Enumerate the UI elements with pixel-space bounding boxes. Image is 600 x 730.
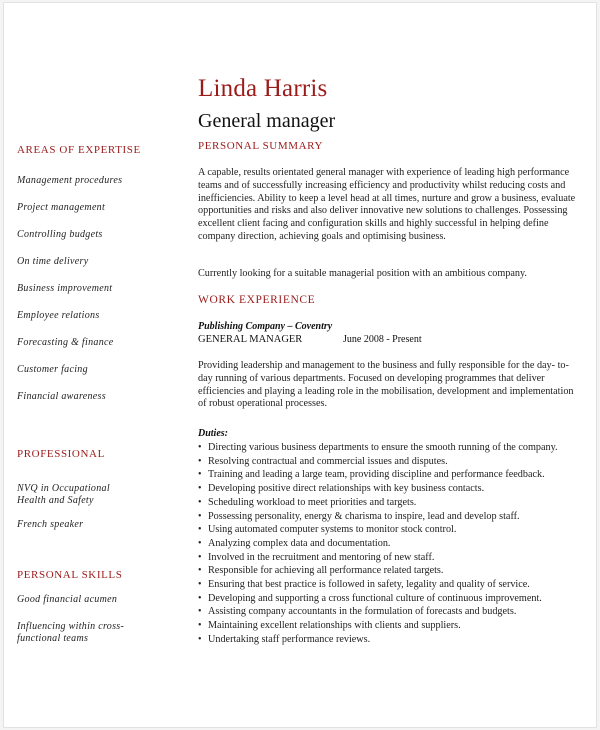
skills-list [17, 594, 137, 645]
candidate-name: Linda Harris [198, 75, 328, 102]
duty-item: • Training and leading a large team, providing discipline and performance feedback. [198, 468, 588, 482]
skill-item: Influencing within cross-functional teams [17, 621, 125, 644]
duty-item: • Possessing personality, energy & charisma to inspire, lead and develop staff. [198, 510, 588, 524]
summary-text: A capable, results orientated general manager with experience of leading high performance teams and of successfully increasing efficiency and productivity whilst reducing costs and inefficiencies. Ability to keep a level head at all times, nurture and grow a business, evaluate opportunities and risks and also deliver innovative new solutions to challenges. Possessing excellent client facing and configuration skills and highly successful in helping define company direction, achieving goals and optimising business. [198, 167, 576, 242]
expertise-item: Project management [17, 202, 106, 213]
duty-item: • Assisting company accountants in the formulation of forecasts and budgets. [198, 605, 588, 619]
summary-current: Currently looking for a suitable managerial position with an ambitious company. [198, 268, 527, 279]
duty-item: • Undertaking staff performance reviews. [198, 633, 588, 647]
duty-item: • Developing positive direct relationships with key business contacts. [198, 482, 588, 496]
duty-item: • Involved in the recruitment and mentoring of new staff. [198, 551, 588, 565]
duties-list [198, 441, 588, 647]
expertise-item: Employee relations [17, 310, 100, 321]
summary-heading: PERSONAL SUMMARY [198, 140, 324, 152]
professional-heading: PROFESSIONAL [17, 448, 105, 460]
expertise-item: Management procedures [17, 175, 123, 186]
experience-heading: WORK EXPERIENCE [198, 294, 316, 306]
duties-label: Duties: [198, 428, 228, 439]
expertise-list [17, 175, 122, 418]
duty-item: • Ensuring that best practice is followed in safety, legality and quality of service. [198, 578, 588, 592]
professional-item: French speaker [17, 519, 84, 530]
role-line [198, 334, 422, 345]
skill-item: Good financial acumen [17, 594, 118, 605]
duty-item: • Maintaining excellent relationships with clients and suppliers. [198, 619, 588, 633]
duty-item: • Analyzing complex data and documentation. [198, 537, 588, 551]
candidate-title: General manager [198, 110, 336, 132]
expertise-item: Forecasting & finance [17, 337, 114, 348]
professional-list [17, 483, 137, 531]
skills-heading: PERSONAL SKILLS [17, 569, 123, 581]
duty-item: • Directing various business departments to ensure the smooth running of the company. [198, 441, 588, 455]
expertise-item: Customer facing [17, 364, 88, 375]
expertise-item: On time delivery [17, 256, 89, 267]
role-description: Providing leadership and management to the business and fully responsible for the day- to-day running of various departments. Focused on developing programmes that deliver efficiencies and playing a leading role in the mobilisation, development and implementation of robust operational processes. [198, 360, 574, 410]
duty-item: • Developing and supporting a cross functional culture of continuous improvement. [198, 592, 588, 606]
duty-item: • Using automated computer systems to monitor stock control. [198, 523, 588, 537]
professional-item: NVQ in Occupational Health and Safety [17, 483, 110, 506]
company-name: Publishing Company – Coventry [198, 321, 333, 332]
duty-item: • Responsible for achieving all performance related targets. [198, 564, 588, 578]
duty-item: • Resolving contractual and commercial issues and disputes. [198, 455, 588, 469]
role-title: GENERAL MANAGER [198, 334, 303, 345]
expertise-heading: AREAS OF EXPERTISE [17, 144, 141, 156]
expertise-item: Financial awareness [17, 391, 106, 402]
duty-item: • Scheduling workload to meet priorities and targets. [198, 496, 588, 510]
expertise-item: Controlling budgets [17, 229, 103, 240]
expertise-item: Business improvement [17, 283, 113, 294]
role-dates: June 2008 - Present [343, 334, 422, 345]
